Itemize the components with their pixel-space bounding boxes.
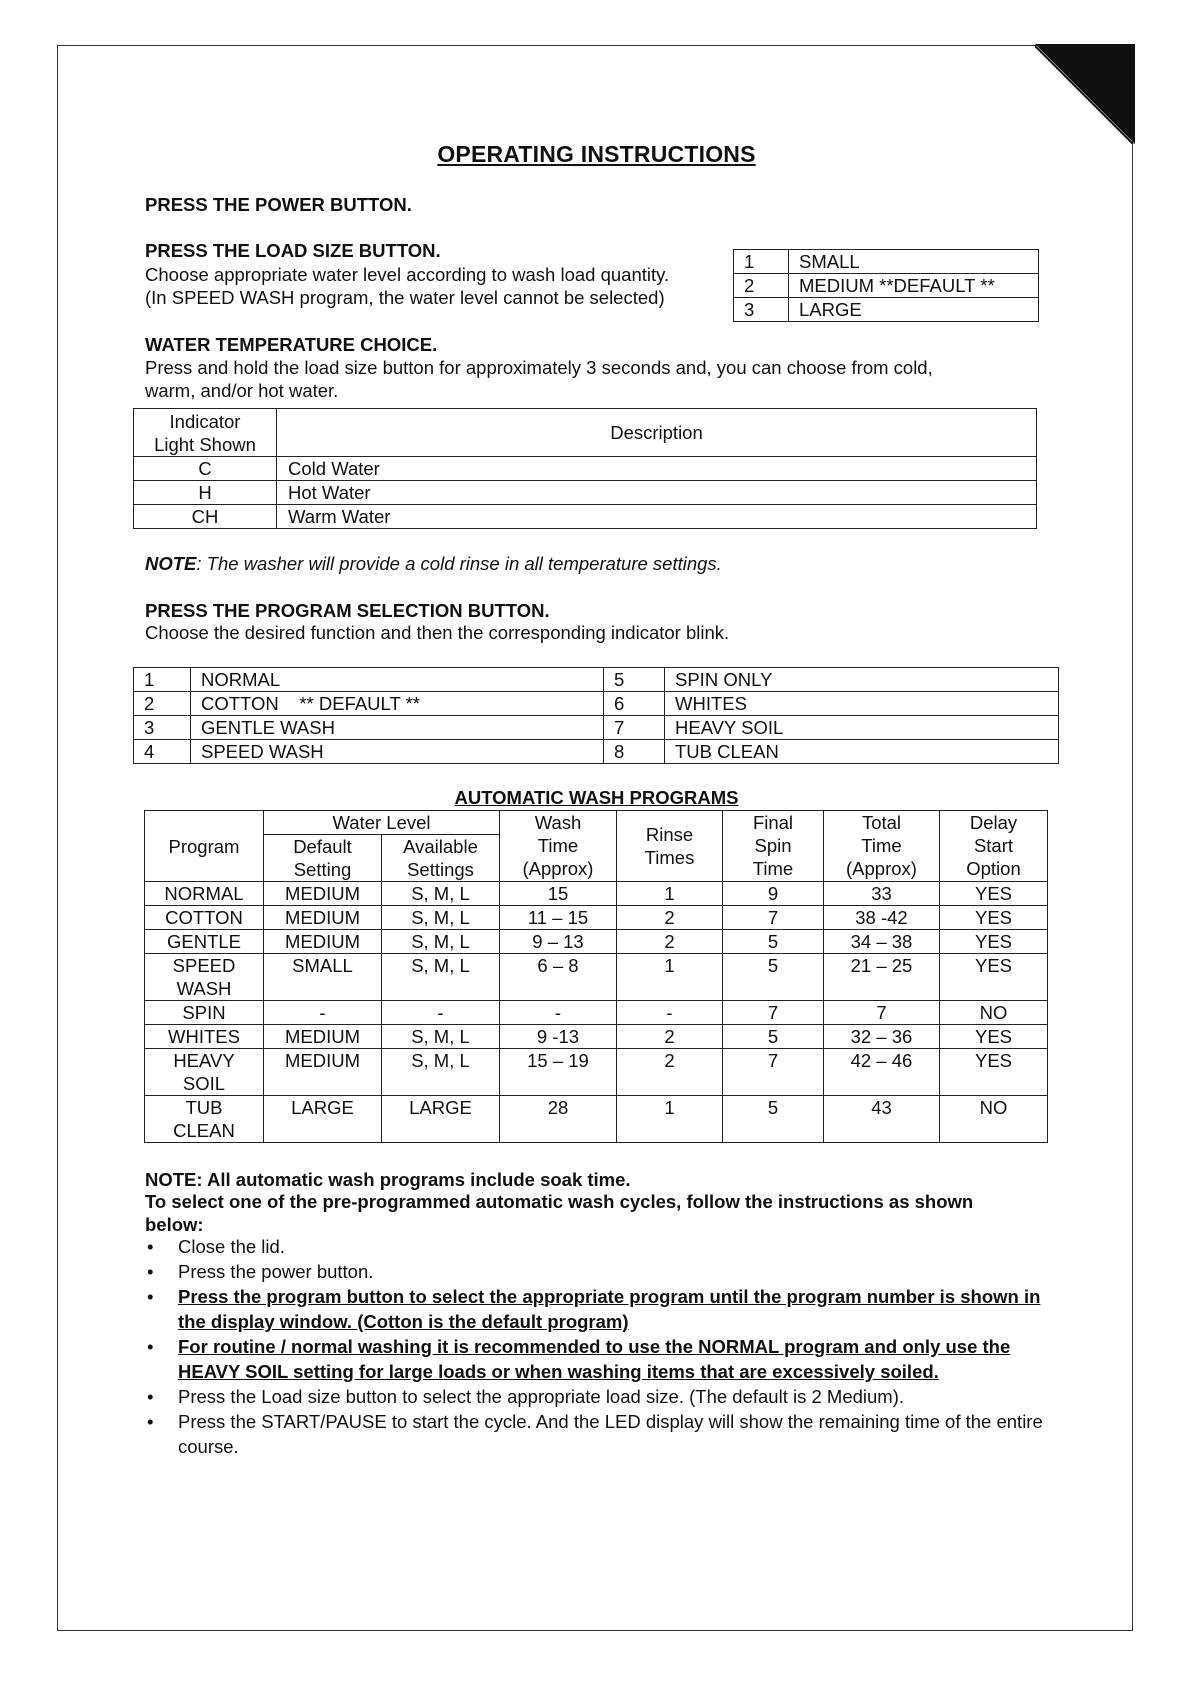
col-avail-2: Settings [407,859,474,880]
bullet-icon: • [147,1236,154,1257]
list-item-text: Press the Load size button to select the appropriate load size. (The default is 2 Medium). [178,1386,905,1407]
table-row [145,930,1048,954]
cell-spin: 9 [723,882,824,906]
program-num: 8 [604,740,665,764]
col-rinse-1: Rinse [645,824,694,845]
temp-heading: WATER TEMPERATURE CHOICE. [145,334,438,355]
cell-wash: 6 – 8 [500,954,617,1001]
cell-delay: YES [940,1025,1048,1049]
cell-def: LARGE [264,1096,382,1143]
program-name-cell [145,930,264,954]
table-row [134,668,1059,692]
program-name: NORMAL [164,883,244,904]
cell-total: 43 [824,1096,940,1143]
note-temperature [145,552,722,575]
program-label: NORMAL [191,668,604,692]
cell-wash: 9 -13 [500,1025,617,1049]
cell-delay: NO [940,1001,1048,1025]
program-name-cell [145,906,264,930]
program-num: 4 [134,740,191,764]
program-num: 3 [134,716,191,740]
cell-rinse: 1 [617,882,723,906]
cell-avail: S, M, L [382,906,500,930]
table-row [134,505,1037,529]
cell-avail: - [382,1001,500,1025]
temp-code: H [134,481,277,505]
program-label: HEAVY SOIL [665,716,1059,740]
program-label: TUB CLEAN [665,740,1059,764]
cell-def: MEDIUM [264,906,382,930]
program-num: 2 [134,692,191,716]
auto-programs-table [144,810,1048,1143]
table-row [134,740,1059,764]
program-name-cell [145,1096,264,1143]
col-default-setting [264,835,382,882]
cell-wash: 15 [500,882,617,906]
load-label: LARGE [789,298,1039,322]
program-label: WHITES [665,692,1059,716]
auto-programs-body [145,882,1048,1143]
page-title: OPERATING INSTRUCTIONS [437,141,756,167]
table-row [145,1001,1048,1025]
table-row [134,716,1059,740]
page-corner-fold [1035,44,1135,144]
cell-total: 33 [824,882,940,906]
temp-col-indicator [134,409,277,457]
program-num: 7 [604,716,665,740]
cell-rinse: 2 [617,930,723,954]
cell-def: - [264,1001,382,1025]
cell-delay: YES [940,930,1048,954]
list-item-text: Press the START/PAUSE to start the cycle. And the LED display will show the remaining time of the entire course. [178,1411,1043,1457]
program-label: SPIN ONLY [665,668,1059,692]
bullet-icon: • [147,1336,154,1357]
cell-spin: 5 [723,1025,824,1049]
program-name-line2: SOIL [182,1073,226,1094]
list-item [145,1284,1045,1334]
temp-line-2: warm, and/or hot water. [145,380,339,401]
table-row [145,1049,1048,1096]
program-name: TUB [185,1097,223,1118]
cell-avail: S, M, L [382,1049,500,1096]
cell-total: 38 -42 [824,906,940,930]
cell-rinse: 2 [617,1049,723,1096]
cell-wash: 15 – 19 [500,1049,617,1096]
cell-def: MEDIUM [264,1025,382,1049]
cell-spin: 7 [723,906,824,930]
temp-col-indicator-line1: Indicator [169,410,241,432]
cell-delay: YES [940,906,1048,930]
col-available-settings [382,835,500,882]
table-row [145,1025,1048,1049]
cell-avail: S, M, L [382,882,500,906]
cell-delay: YES [940,882,1048,906]
program-name-cell [145,1049,264,1096]
temp-col-indicator-line2: Light Shown [154,433,256,455]
cell-rinse: 2 [617,1025,723,1049]
program-line-1: Choose the desired function and then the corresponding indicator blink. [145,622,730,643]
temp-code: CH [134,505,277,529]
load-num: 3 [734,298,789,322]
cell-def: MEDIUM [264,1049,382,1096]
table-row [734,250,1039,274]
table-row [134,457,1037,481]
load-heading: PRESS THE LOAD SIZE BUTTON. [145,240,441,261]
cell-wash: 11 – 15 [500,906,617,930]
col-total-time [824,811,940,882]
table-row [145,1096,1048,1143]
program-name-cell [145,1001,264,1025]
col-final-spin [723,811,824,882]
col-spin-2: Spin [754,835,792,856]
col-total-2: Time [861,835,902,856]
table-header-row [134,409,1037,457]
cell-total: 7 [824,1001,940,1025]
load-label: SMALL [789,250,1039,274]
temp-col-description: Description [277,409,1037,457]
program-name-cell [145,882,264,906]
list-item-text: Press the program button to select the appropriate program until the program number is shown in the display window. (Cotton is the default program) [178,1286,1041,1332]
load-num: 2 [734,274,789,298]
program-num: 6 [604,692,665,716]
cell-spin: 7 [723,1001,824,1025]
cell-avail: S, M, L [382,1025,500,1049]
table-row [145,906,1048,930]
cell-def: MEDIUM [264,930,382,954]
col-rinse-2: Times [644,847,695,868]
col-default-1: Default [293,836,352,857]
list-item-text: Close the lid. [178,1236,285,1257]
instruction-list [145,1234,1045,1459]
col-wash-3: (Approx) [522,858,594,879]
temperature-table [133,408,1037,529]
table-row [145,954,1048,1001]
list-item [145,1409,1045,1459]
auto-programs-title: AUTOMATIC WASH PROGRAMS [454,787,739,808]
cell-spin: 5 [723,954,824,1001]
program-name: GENTLE [166,931,242,952]
col-spin-3: Time [752,858,794,879]
cell-rinse: 1 [617,1096,723,1143]
temp-desc: Hot Water [277,481,1037,505]
bullet-icon: • [147,1286,154,1307]
col-spin-1: Final [752,812,794,833]
note-select-line-1: To select one of the pre-programmed automatic wash cycles, follow the instructions as shown [145,1191,974,1212]
col-wash-time [500,811,617,882]
program-name-line2: CLEAN [173,1120,235,1141]
cell-spin: 7 [723,1049,824,1096]
cell-avail: S, M, L [382,954,500,1001]
temp-desc: Warm Water [277,505,1037,529]
program-name-cell [145,1025,264,1049]
list-item [145,1259,1045,1284]
cell-wash: - [500,1001,617,1025]
temp-desc: Cold Water [277,457,1037,481]
col-default-2: Setting [293,859,352,880]
cell-spin: 5 [723,1096,824,1143]
col-total-3: (Approx) [846,858,917,879]
program-label: SPEED WASH [191,740,604,764]
col-avail-1: Available [403,836,478,857]
program-table [133,667,1059,764]
cell-delay: YES [940,1049,1048,1096]
cell-total: 32 – 36 [824,1025,940,1049]
table-row [145,882,1048,906]
cell-wash: 9 – 13 [500,930,617,954]
temp-code: C [134,457,277,481]
col-delay-3: Option [966,858,1021,879]
table-row [734,298,1039,322]
cell-total: 21 – 25 [824,954,940,1001]
program-name-cell [145,954,264,1001]
program-heading: PRESS THE PROGRAM SELECTION BUTTON. [145,600,550,621]
table-row [134,481,1037,505]
cell-avail: S, M, L [382,930,500,954]
col-wash-1: Wash [534,812,582,833]
table-header-row [145,811,1048,835]
list-item [145,1384,1045,1409]
program-num: 1 [134,668,191,692]
col-total-1: Total [861,812,902,833]
col-water-level: Water Level [264,811,500,835]
list-item [145,1234,1045,1259]
program-name: WHITES [168,1026,240,1047]
list-item [145,1334,1045,1384]
cell-delay: NO [940,1096,1048,1143]
load-label: MEDIUM **DEFAULT ** [789,274,1039,298]
program-name: HEAVY [173,1050,235,1071]
col-program: Program [145,811,264,882]
note-soak: NOTE: All automatic wash programs include soak time. [145,1169,631,1190]
note-text: : The washer will provide a cold rinse in all temperature settings. [196,553,722,574]
bullet-icon: • [147,1261,154,1282]
power-heading: PRESS THE POWER BUTTON. [145,194,412,215]
cell-wash: 28 [500,1096,617,1143]
table-row [134,692,1059,716]
load-line-1: Choose appropriate water level according to wash load quantity. [145,264,670,285]
cell-delay: YES [940,954,1048,1001]
list-item-text: Press the power button. [178,1261,374,1282]
list-item-text: For routine / normal washing it is recommended to use the NORMAL program and only use the HEAVY SOIL setting for large loads or when washing items that are excessively soiled. [178,1336,1011,1382]
table-row [734,274,1039,298]
cell-def: MEDIUM [264,882,382,906]
bullet-icon: • [147,1411,154,1432]
note-label: NOTE [145,553,197,574]
program-name: SPIN [182,1002,226,1023]
cell-def: SMALL [264,954,382,1001]
program-label: GENTLE WASH [191,716,604,740]
program-label: COTTON ** DEFAULT ** [191,692,604,716]
program-name: SPEED [172,955,236,976]
cell-rinse: 1 [617,954,723,1001]
load-size-table [733,249,1039,322]
col-rinse-times [617,811,723,882]
cell-total: 42 – 46 [824,1049,940,1096]
program-name-line2: WASH [176,978,232,999]
col-delay-2: Start [973,835,1014,856]
col-delay-1: Delay [969,812,1018,833]
bullet-icon: • [147,1386,154,1407]
program-num: 5 [604,668,665,692]
temp-line-1: Press and hold the load size button for approximately 3 seconds and, you can choose from cold, [145,357,933,378]
cell-rinse: 2 [617,906,723,930]
cell-total: 34 – 38 [824,930,940,954]
load-num: 1 [734,250,789,274]
note-select-line-2: below: [145,1214,204,1235]
cell-rinse: - [617,1001,723,1025]
col-wash-2: Time [537,835,579,856]
program-name: COTTON [165,907,243,928]
cell-avail: LARGE [382,1096,500,1143]
load-line-2: (In SPEED WASH program, the water level cannot be selected) [145,287,665,308]
col-delay-start [940,811,1048,882]
cell-spin: 5 [723,930,824,954]
